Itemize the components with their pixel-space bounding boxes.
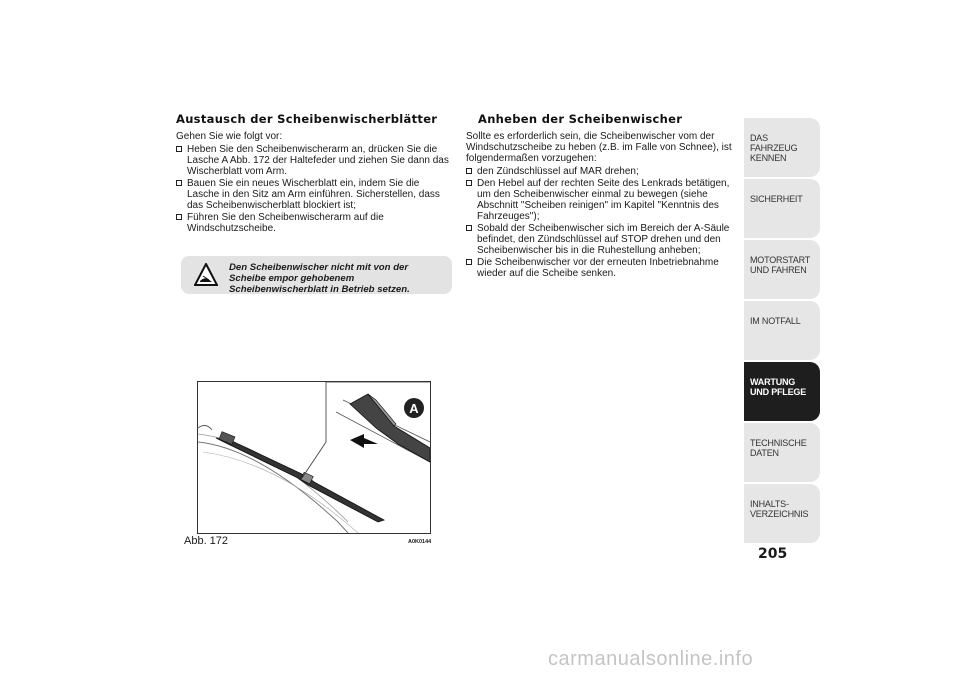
checkbox-bullet-icon	[176, 180, 182, 186]
tab-im-notfall[interactable]: IM NOTFALL	[744, 301, 820, 360]
watermark: carmanualsonline.info	[548, 648, 754, 670]
warning-box	[181, 256, 452, 294]
warning-text: Den Scheibenwischer nicht mit von der Scheibe empor gehobenem Scheibenwischerblatt in Betrieb setzen.	[229, 262, 410, 295]
callout-label: A	[409, 401, 419, 416]
right-bullet-list	[466, 166, 734, 279]
tab-sicherheit[interactable]: SICHERHEIT	[744, 179, 820, 238]
list-item: Bauen Sie ein neues Wischerblatt ein, indem Sie die Lasche in den Sitz am Arm einführen. Sicherstellen, dass das Scheibenwischerblatt blockiert ist;	[176, 178, 452, 211]
chapter-tabs	[744, 118, 820, 545]
left-column	[176, 112, 452, 235]
checkbox-bullet-icon	[176, 214, 182, 220]
figure-code: A0K0144	[408, 539, 432, 545]
list-item: Führen Sie den Scheibenwischerarm auf die Windschutzscheibe.	[176, 212, 452, 234]
wiper-illustration	[198, 382, 430, 533]
list-item: den Zündschlüssel auf MAR drehen;	[466, 166, 734, 177]
list-item: Die Scheibenwischer vor der erneuten Inbetriebnahme wieder auf die Scheibe senken.	[466, 257, 734, 279]
list-item: Sobald der Scheibenwischer sich im Bereich der A-Säule befindet, den Zündschlüssel auf STOP drehen und den Scheibenwischer bis in die Ruhestellung anheben;	[466, 223, 734, 256]
tab-technische-daten[interactable]: TECHNISCHE DATEN	[744, 423, 820, 482]
wiper-figure	[197, 381, 431, 534]
checkbox-bullet-icon	[466, 180, 472, 186]
left-intro: Gehen Sie wie folgt vor:	[176, 131, 283, 142]
checkbox-bullet-icon	[466, 225, 472, 231]
page-number: 205	[758, 546, 788, 562]
checkbox-bullet-icon	[466, 259, 472, 265]
tab-das-fahrzeug-kennen[interactable]: DAS FAHRZEUG KENNEN	[744, 118, 820, 177]
tab-motorstart-und-fahren[interactable]: MOTORSTART UND FAHREN	[744, 240, 820, 299]
left-bullet-list	[176, 144, 452, 234]
figure-caption: Abb. 172	[184, 535, 229, 547]
tab-inhaltsverzeichnis[interactable]: INHALTS-VERZEICHNIS	[744, 484, 820, 543]
section-title-lift-wipers: Anheben der Scheibenwischer	[478, 112, 683, 126]
checkbox-bullet-icon	[176, 146, 182, 152]
right-intro: Sollte es erforderlich sein, die Scheibenwischer vom der Windschutzscheibe zu heben (z.B. im Falle von Schnee), ist folgendermaßen vorzugehen:	[466, 131, 732, 164]
list-item: Den Hebel auf der rechten Seite des Lenkrads betätigen, um den Scheibenwischer einmal zu bewegen (siehe Abschnitt "Scheiben reinigen" im Kapitel "Kenntnis des Fahrzeuges");	[466, 178, 734, 222]
tab-wartung-und-pflege[interactable]: WARTUNG UND PFLEGE	[744, 362, 820, 421]
list-item: Heben Sie den Scheibenwischerarm an, drücken Sie die Lasche A Abb. 172 der Haltefeder und ziehen Sie dann das Wischerblatt vom Arm.	[176, 144, 452, 177]
warning-triangle-icon	[194, 263, 218, 287]
right-column	[466, 112, 734, 280]
section-title-replace-wiper-blades: Austausch der Scheibenwischerblätter	[176, 112, 438, 126]
checkbox-bullet-icon	[466, 168, 472, 174]
